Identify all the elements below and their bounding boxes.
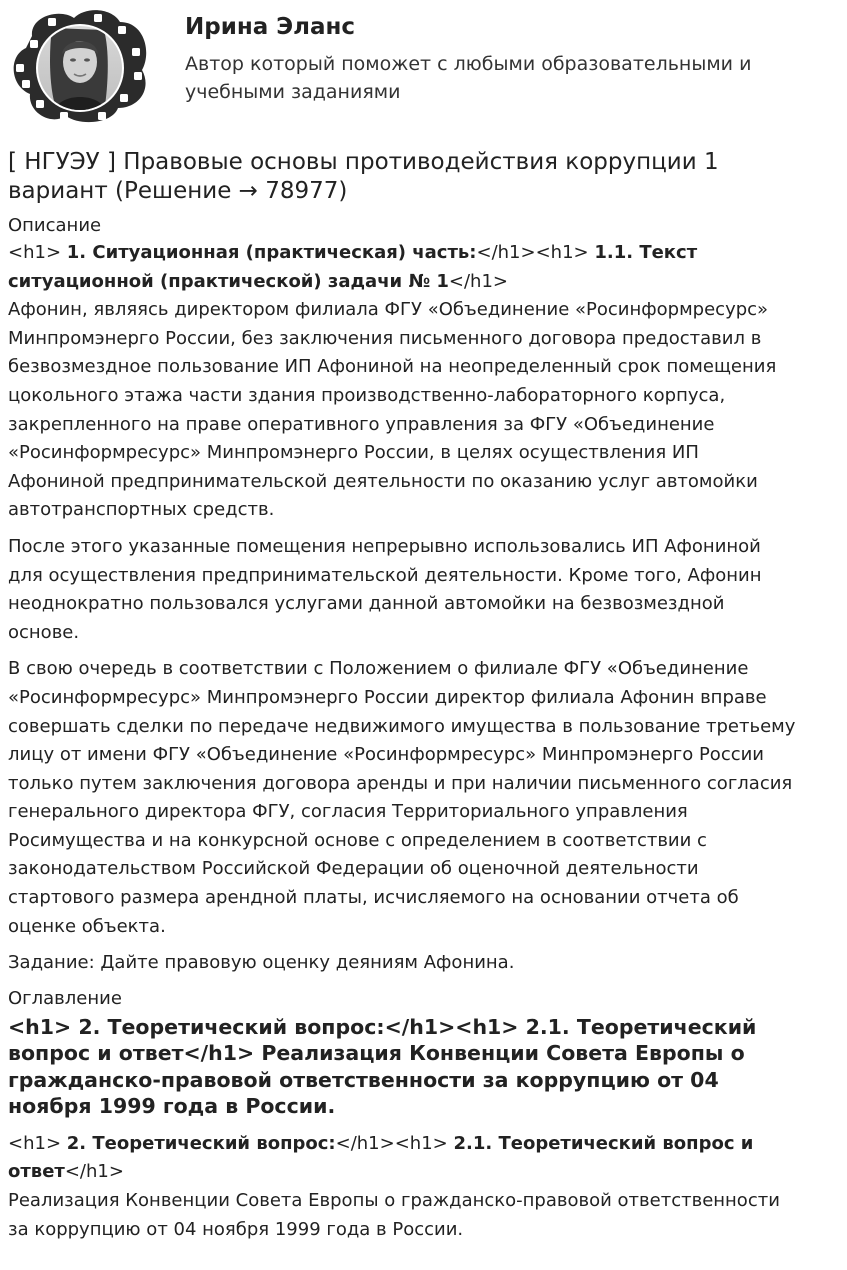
- film-reel-frame-icon: [8, 8, 150, 126]
- text-line: После этого указанные помещения непрерывно использовались ИП Афониной: [8, 535, 761, 557]
- text-line: Росимущества и на конкурсной основе с определением в соответствии с: [8, 829, 707, 851]
- task-heading-part: ситуационной (практической) задачи № 1: [8, 270, 449, 292]
- task-heading-part: 1. Ситуационная (практическая) часть:: [66, 242, 477, 263]
- text-line: лицу от имени ФГУ «Объединение «Росинформресурс» Минпромэнерго России: [8, 744, 765, 766]
- theory-text: [8, 1187, 840, 1244]
- author-name: Ирина Эланс: [185, 14, 356, 40]
- author-header: [8, 8, 838, 128]
- task-heading-part: 1.1. Текст: [594, 242, 698, 263]
- text-line: оценке объекта.: [8, 915, 166, 937]
- toc-heading-line: вопрос и ответ</h1> Реализация Конвенции Совета Европы о: [8, 1041, 745, 1066]
- text-line: «Росинформресурс» Минпромэнерго России, в целях осуществления ИП: [8, 442, 699, 464]
- theory-heading-part: 2.1. Теоретический вопрос и: [453, 1132, 754, 1154]
- text-line: генерального директора ФГУ, согласия Территориального управления: [8, 801, 688, 823]
- text-line: закрепленного на праве оперативного управления за ФГУ «Объединение: [8, 413, 715, 435]
- situation-paragraph-1: [8, 296, 840, 525]
- text-line: Минпромэнерго России, без заключения письменного договора предоставил в: [8, 327, 762, 349]
- text-line: за коррупцию от 04 ноября 1999 года в России.: [8, 1218, 464, 1240]
- text-line: только путем заключения договора аренды и при наличии письменного согласия: [8, 772, 793, 794]
- text-line: неоднократно пользовался услугами данной автомойки на безвозмездной: [8, 593, 725, 615]
- html-tag-text: </h1>: [64, 1161, 124, 1183]
- theory-heading: [8, 1130, 840, 1187]
- text-line: для осуществления предпринимательской деятельности. Кроме того, Афонин: [8, 564, 762, 586]
- theory-heading-part: ответ: [8, 1161, 65, 1183]
- html-tag-text: </h1><h1>: [335, 1132, 454, 1154]
- author-tagline-line: Автор который поможет с любыми образовательными и: [185, 53, 752, 75]
- author-info: [185, 12, 825, 106]
- text-line: законодательством Российской Федерации об оценочной деятельности: [8, 858, 699, 880]
- theory-heading-part: 2. Теоретический вопрос:: [66, 1132, 336, 1154]
- toc-heading-line: ноября 1999 года в России.: [8, 1094, 336, 1119]
- toc-label: Оглавление: [8, 987, 122, 1009]
- html-tag-text: <h1>: [8, 1132, 67, 1154]
- author-tagline-line: учебными заданиями: [185, 81, 401, 103]
- text-line: Реализация Конвенции Совета Европы о гражданско-правовой ответственности: [8, 1190, 780, 1212]
- toc-heading-line: <h1> 2. Теоретический вопрос:</h1><h1> 2.1. Теоретический: [8, 1014, 757, 1039]
- assignment-text: Задание: Дайте правовую оценку деяниям Афонина.: [8, 952, 515, 974]
- author-avatar: [8, 8, 150, 126]
- text-line: безвозмездное пользование ИП Афониной на неопределенный срок помещения: [8, 356, 777, 378]
- html-tag-text: </h1><h1>: [476, 242, 595, 263]
- text-line: Афониной предпринимательской деятельности по оказанию услуг автомойки: [8, 470, 758, 492]
- toc-heading: [8, 1014, 840, 1120]
- situation-paragraph-2: [8, 533, 840, 647]
- situation-paragraph-3: [8, 655, 840, 941]
- document-title-line: вариант (Решение → 78977): [8, 178, 348, 204]
- text-line: «Росинформресурс» Минпромэнерго России директор филиала Афонин вправе: [8, 686, 767, 708]
- text-line: автотранспортных средств.: [8, 499, 275, 521]
- document-content: [8, 148, 840, 1244]
- text-line: Афонин, являясь директором филиала ФГУ «Объединение «Росинформресурс»: [8, 299, 769, 321]
- author-tagline: [185, 50, 825, 106]
- text-line: стартового размера арендной платы, исчисляемого на основании отчета об: [8, 887, 739, 909]
- description-label: Описание: [8, 215, 102, 236]
- html-tag-text: </h1>: [448, 270, 508, 292]
- text-line: В свою очередь в соответствии с Положением о филиале ФГУ «Объединение: [8, 658, 749, 680]
- text-line: цокольного этажа части здания производственно-лабораторного корпуса,: [8, 384, 726, 406]
- text-line: совершать сделки по передаче недвижимого имущества в пользование третьему: [8, 715, 796, 737]
- text-line: основе.: [8, 621, 80, 643]
- html-tag-text: <h1>: [8, 242, 67, 263]
- task-heading: [8, 239, 840, 296]
- document-title: [8, 148, 840, 206]
- document-title-line: [ НГУЭУ ] Правовые основы противодействия коррупции 1: [8, 149, 719, 175]
- toc-heading-line: гражданско-правовой ответственности за коррупцию от 04: [8, 1067, 719, 1092]
